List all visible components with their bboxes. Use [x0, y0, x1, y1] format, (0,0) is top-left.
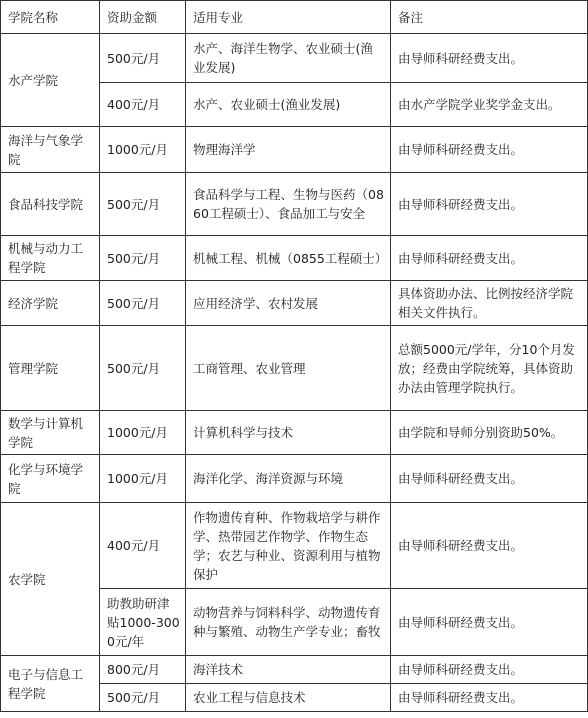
table-row [1, 455, 588, 503]
table-row [1, 411, 588, 455]
college-cell: 经济学院 [1, 281, 100, 326]
note-cell: 由水产学院学业奖学金支出。 [391, 83, 588, 127]
college-cell: 管理学院 [1, 326, 100, 411]
amount-cell: 1000元/月 [100, 127, 186, 173]
majors-cell: 农业工程与信息技术 [186, 684, 391, 712]
amount-cell: 500元/月 [100, 173, 186, 236]
majors-cell: 应用经济学、农村发展 [186, 281, 391, 326]
college-cell: 数学与计算机学院 [1, 411, 100, 455]
table-row [1, 281, 588, 326]
amount-cell: 1000元/月 [100, 411, 186, 455]
amount-cell: 800元/月 [100, 656, 186, 684]
amount-cell: 500元/月 [100, 236, 186, 281]
note-cell: 由导师科研经费支出。 [391, 684, 588, 712]
table-row [1, 173, 588, 236]
note-cell: 由导师科研经费支出。 [391, 455, 588, 503]
table-row [1, 34, 588, 83]
majors-cell: 海洋化学、海洋资源与环境 [186, 455, 391, 503]
amount-cell: 500元/月 [100, 34, 186, 83]
majors-cell: 工商管理、农业管理 [186, 326, 391, 411]
majors-cell: 物理海洋学 [186, 127, 391, 173]
amount-cell: 500元/月 [100, 281, 186, 326]
college-cell: 电子与信息工程学院 [1, 656, 100, 712]
note-cell: 由导师科研经费支出。 [391, 503, 588, 589]
note-cell: 由导师科研经费支出。 [391, 173, 588, 236]
amount-cell: 500元/月 [100, 684, 186, 712]
college-cell: 海洋与气象学院 [1, 127, 100, 173]
college-cell: 化学与环境学院 [1, 455, 100, 503]
header-row [1, 1, 588, 34]
note-cell: 总额5000元/学年，分10个月发放；经费由学院统筹，具体资助办法由管理学院执行。 [391, 326, 588, 411]
majors-cell: 水产、农业硕士(渔业发展) [186, 83, 391, 127]
header-college: 学院名称 [1, 1, 100, 34]
majors-cell: 海洋技术 [186, 656, 391, 684]
majors-cell: 作物遗传育种、作物栽培学与耕作学、热带园艺作物学、作物生态学；农艺与种业、资源利用与植物保护 [186, 503, 391, 589]
note-cell: 由学院和导师分别资助50%。 [391, 411, 588, 455]
note-cell: 由导师科研经费支出。 [391, 589, 588, 656]
college-cell: 食品科技学院 [1, 173, 100, 236]
amount-cell: 400元/月 [100, 503, 186, 589]
majors-cell: 食品科学与工程、生物与医药（0860工程硕士）、食品加工与安全 [186, 173, 391, 236]
header-majors: 适用专业 [186, 1, 391, 34]
amount-cell: 助教助研津贴1000-3000元/年 [100, 589, 186, 656]
table-row [1, 656, 588, 684]
majors-cell: 计算机科学与技术 [186, 411, 391, 455]
college-cell: 农学院 [1, 503, 100, 656]
college-cell: 水产学院 [1, 34, 100, 127]
table-row [1, 127, 588, 173]
note-cell: 具体资助办法、比例按经济学院相关文件执行。 [391, 281, 588, 326]
table-row [1, 503, 588, 589]
majors-cell: 水产、海洋生物学、农业硕士(渔业发展) [186, 34, 391, 83]
majors-cell: 机械工程、机械（0855工程硕士） [186, 236, 391, 281]
note-cell: 由导师科研经费支出。 [391, 236, 588, 281]
amount-cell: 1000元/月 [100, 455, 186, 503]
note-cell: 由导师科研经费支出。 [391, 656, 588, 684]
college-cell: 机械与动力工程学院 [1, 236, 100, 281]
note-cell: 由导师科研经费支出。 [391, 34, 588, 83]
amount-cell: 500元/月 [100, 326, 186, 411]
header-note: 备注 [391, 1, 588, 34]
amount-cell: 400元/月 [100, 83, 186, 127]
table-row [1, 326, 588, 411]
note-cell: 由导师科研经费支出。 [391, 127, 588, 173]
table-row [1, 236, 588, 281]
header-amount: 资助金额 [100, 1, 186, 34]
majors-cell: 动物营养与饲料科学、动物遗传育种与繁殖、动物生产学专业；畜牧 [186, 589, 391, 656]
